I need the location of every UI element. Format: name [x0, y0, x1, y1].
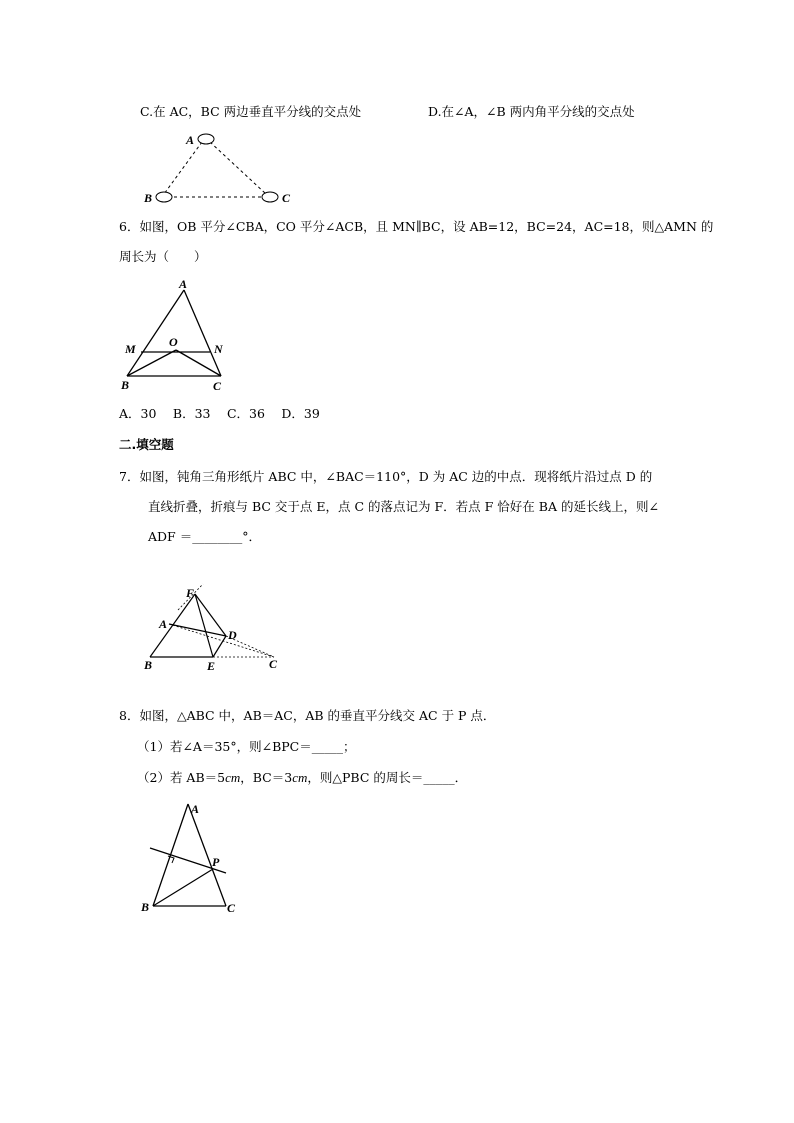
label-b: B — [144, 191, 153, 205]
side-ac — [210, 142, 266, 194]
label-c: C — [269, 657, 278, 671]
q6-options: A．30 B．33 C．36 D．39 — [119, 406, 320, 421]
label-f: F — [186, 586, 195, 600]
label-a: A — [159, 617, 168, 631]
label-e: E — [207, 659, 216, 673]
point-b-circle — [156, 192, 172, 202]
q6-triangle-figure — [118, 276, 238, 396]
q5-triangle-figure — [140, 128, 310, 208]
label-n: N — [214, 342, 223, 356]
label-a: A — [191, 802, 200, 816]
option-d: D.在∠A，∠B 两内角平分线的交点处 — [428, 104, 635, 119]
label-p: P — [212, 855, 220, 869]
q8-sub2-part-a: （2）若 AB＝5 — [137, 770, 226, 785]
label-a: A — [179, 277, 188, 291]
q8-text-line1: 8．如图，△ABC 中，AB＝AC，AB 的垂直平分线交 AC 于 P 点． — [119, 708, 496, 723]
section-title: 二.填空题 — [119, 437, 174, 452]
point-a-circle — [198, 134, 214, 144]
q6-text-line2: 周长为（ ） — [119, 249, 207, 264]
label-o: O — [169, 335, 178, 349]
q8-sub2 — [137, 770, 467, 786]
label-c: C — [282, 191, 291, 205]
q6-text-line1: 6．如图，OB 平分∠CBA，CO 平分∠ACB，且 MN∥BC，设 AB=12，BC=24，AC=18，则△AMN 的 — [119, 219, 714, 234]
q8-sub2-part-b: ，BC＝3 — [240, 770, 293, 785]
label-b: B — [144, 658, 153, 672]
side-ab — [164, 142, 202, 194]
q8-triangle-figure — [138, 796, 248, 921]
unit-cm: cm — [225, 770, 241, 785]
q8-sub2-part-c: ，则△PBC 的周长＝_____． — [307, 770, 468, 785]
label-c: C — [227, 901, 236, 915]
label-d: D — [228, 628, 237, 642]
label-a: A — [186, 133, 195, 147]
point-c-circle — [262, 192, 278, 202]
q7-fold-figure — [140, 582, 290, 672]
q8-sub1: （1）若∠A＝35°，则∠BPC＝_____； — [137, 739, 356, 754]
q7-text-line3: ADF ＝________°． — [148, 529, 261, 544]
label-m: M — [125, 342, 136, 356]
q7-text-line1: 7．如图，钝角三角形纸片 ABC 中，∠BAC＝110°，D 为 AC 边的中点．现将纸片沿过点 D 的 — [119, 469, 653, 484]
label-b: B — [121, 378, 130, 392]
unit-cm: cm — [292, 770, 308, 785]
q7-text-line2: 直线折叠，折痕与 BC 交于点 E，点 C 的落点记为 F．若点 F 恰好在 BA 的延长线上，则∠ — [148, 499, 659, 514]
label-b: B — [141, 900, 150, 914]
option-c: C.在 AC，BC 两边垂直平分线的交点处 — [140, 104, 362, 119]
label-c: C — [213, 379, 222, 393]
